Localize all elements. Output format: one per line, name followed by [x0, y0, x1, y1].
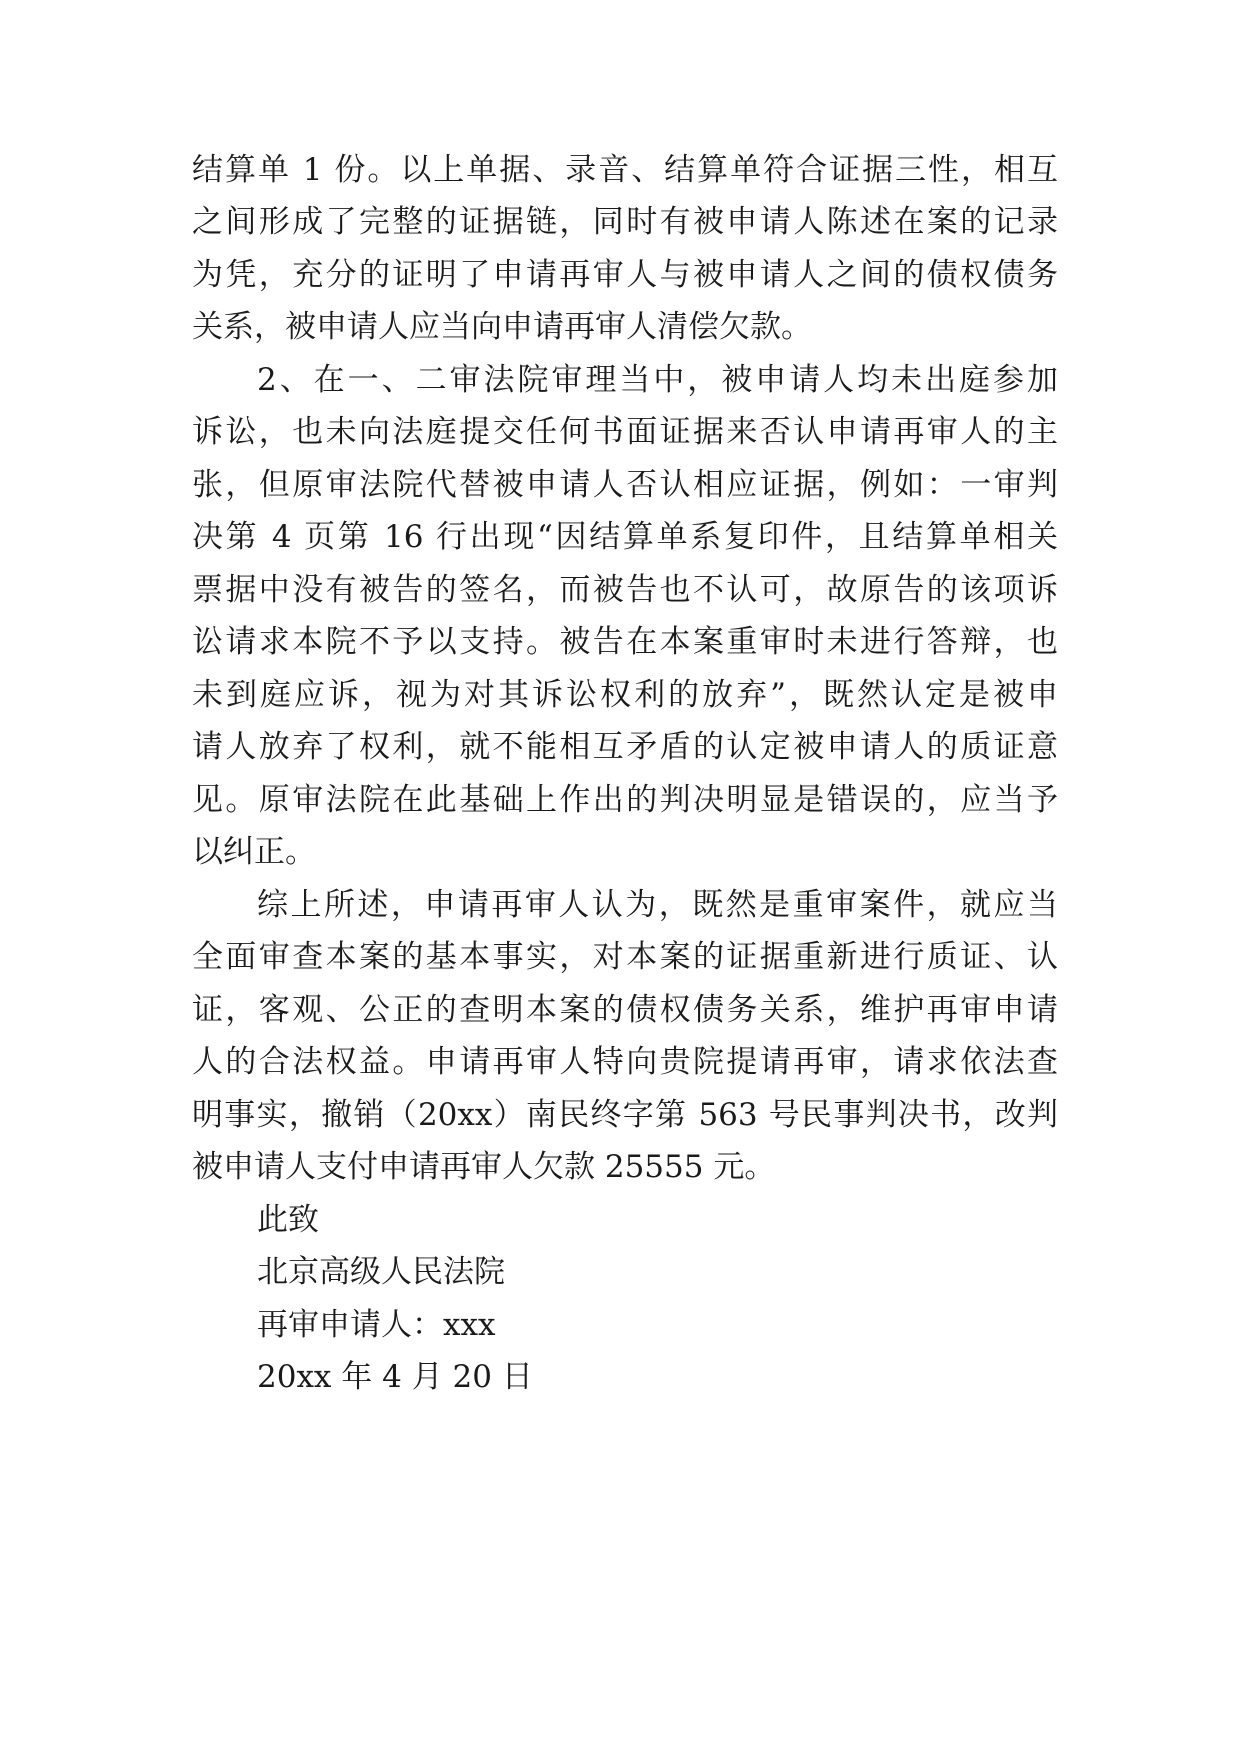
paragraph-1-line-3: 为凭，充分的证明了申请再审人与被申请人之间的债权债务 — [192, 257, 1058, 293]
applicant-signature: 再审申请人：xxx — [257, 1307, 496, 1343]
document-date: 20xx 年 4 月 20 日 — [257, 1359, 533, 1395]
paragraph-2-line-3: 张，但原审法院代替被申请人否认相应证据，例如：一审判 — [192, 467, 1058, 503]
paragraph-3-line-3: 证，客观、公正的查明本案的债权债务关系，维护再审申请 — [192, 992, 1058, 1028]
paragraph-2-line-4: 决第 4 页第 16 行出现“因结算单系复印件，且结算单相关 — [192, 519, 1058, 555]
paragraph-1-line-2: 之间形成了完整的证据链，同时有被申请人陈述在案的记录 — [192, 204, 1058, 240]
paragraph-2-line-2: 诉讼，也未向法庭提交任何书面证据来否认申请再审人的主 — [192, 414, 1058, 450]
paragraph-3-line-6: 被申请人支付申请再审人欠款 25555 元。 — [192, 1149, 776, 1185]
paragraph-2-line-7: 未到庭应诉，视为对其诉讼权利的放弃”，既然认定是被申 — [192, 677, 1058, 713]
paragraph-3-line-4: 人的合法权益。申请再审人特向贵院提请再审，请求依法查 — [192, 1044, 1058, 1080]
paragraph-1-line-1: 结算单 1 份。以上单据、录音、结算单符合证据三性，相互 — [192, 152, 1058, 188]
paragraph-2-line-10: 以纠正。 — [192, 834, 316, 870]
salutation: 此致 — [257, 1202, 319, 1238]
paragraph-2-line-8: 请人放弃了权利，就不能相互矛盾的认定被申请人的质证意 — [192, 729, 1058, 765]
paragraph-2-line-6: 讼请求本院不予以支持。被告在本案重审时未进行答辩，也 — [192, 624, 1058, 660]
paragraph-3-line-5: 明事实，撤销（20xx）南民终字第 563 号民事判决书，改判 — [192, 1097, 1058, 1133]
paragraph-2-line-9: 见。原审法院在此基础上作出的判决明显是错误的，应当予 — [192, 782, 1058, 818]
paragraph-3-line-1: 综上所述，申请再审人认为，既然是重审案件，就应当 — [257, 887, 1058, 923]
paragraph-1-line-4: 关系，被申请人应当向申请再审人清偿欠款。 — [192, 309, 812, 345]
paragraph-2-line-5: 票据中没有被告的签名，而被告也不认可，故原告的该项诉 — [192, 572, 1058, 608]
court-name: 北京高级人民法院 — [257, 1254, 505, 1290]
paragraph-2-line-1: 2、在一、二审法院审理当中，被申请人均未出庭参加 — [257, 362, 1058, 398]
paragraph-3-line-2: 全面审查本案的基本事实，对本案的证据重新进行质证、认 — [192, 939, 1058, 975]
